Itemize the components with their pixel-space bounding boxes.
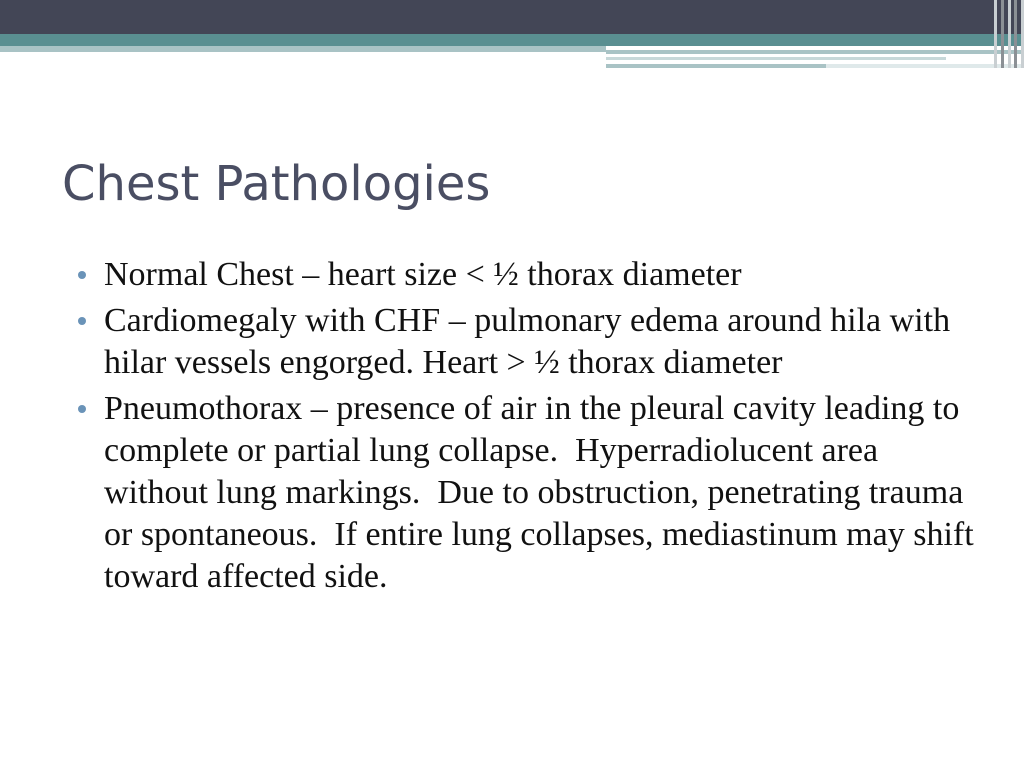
bullet-dot-icon [78,317,86,325]
header-decor-line [606,50,1024,54]
header-band-teal [0,34,1024,46]
header-band-light [0,46,606,52]
header-vertical-stripes [994,0,1024,68]
header-decor-line [606,57,946,60]
bullet-dot-icon [78,405,86,413]
bullet-item [74,300,974,384]
bullet-item [74,254,974,296]
decor-stripe [1001,0,1004,68]
bullet-text: Normal Chest – heart size < ½ thorax diameter [104,256,742,293]
header-decor-line [606,64,826,68]
bullet-text: Pneumothorax – presence of air in the pleural cavity leading to complete or partial lung collapse. Hyperradiolucent area without lung markings. Due to obstruction, penetrating trauma or spontaneous. If entire lung collapses, mediastinum may shift toward affected side. [104,390,983,595]
decor-stripe [1014,0,1017,68]
bullet-text: Cardiomegaly with CHF – pulmonary edema around hila with hilar vessels engorged. Heart > ½ thorax diameter [104,302,959,381]
bullet-list [74,254,983,602]
decor-stripe [994,0,997,68]
bullet-dot-icon [78,271,86,279]
slide-title: Chest Pathologies [62,156,491,212]
bullet-item [74,388,983,598]
header-band-dark [0,0,1024,34]
decor-stripe [1008,0,1011,68]
